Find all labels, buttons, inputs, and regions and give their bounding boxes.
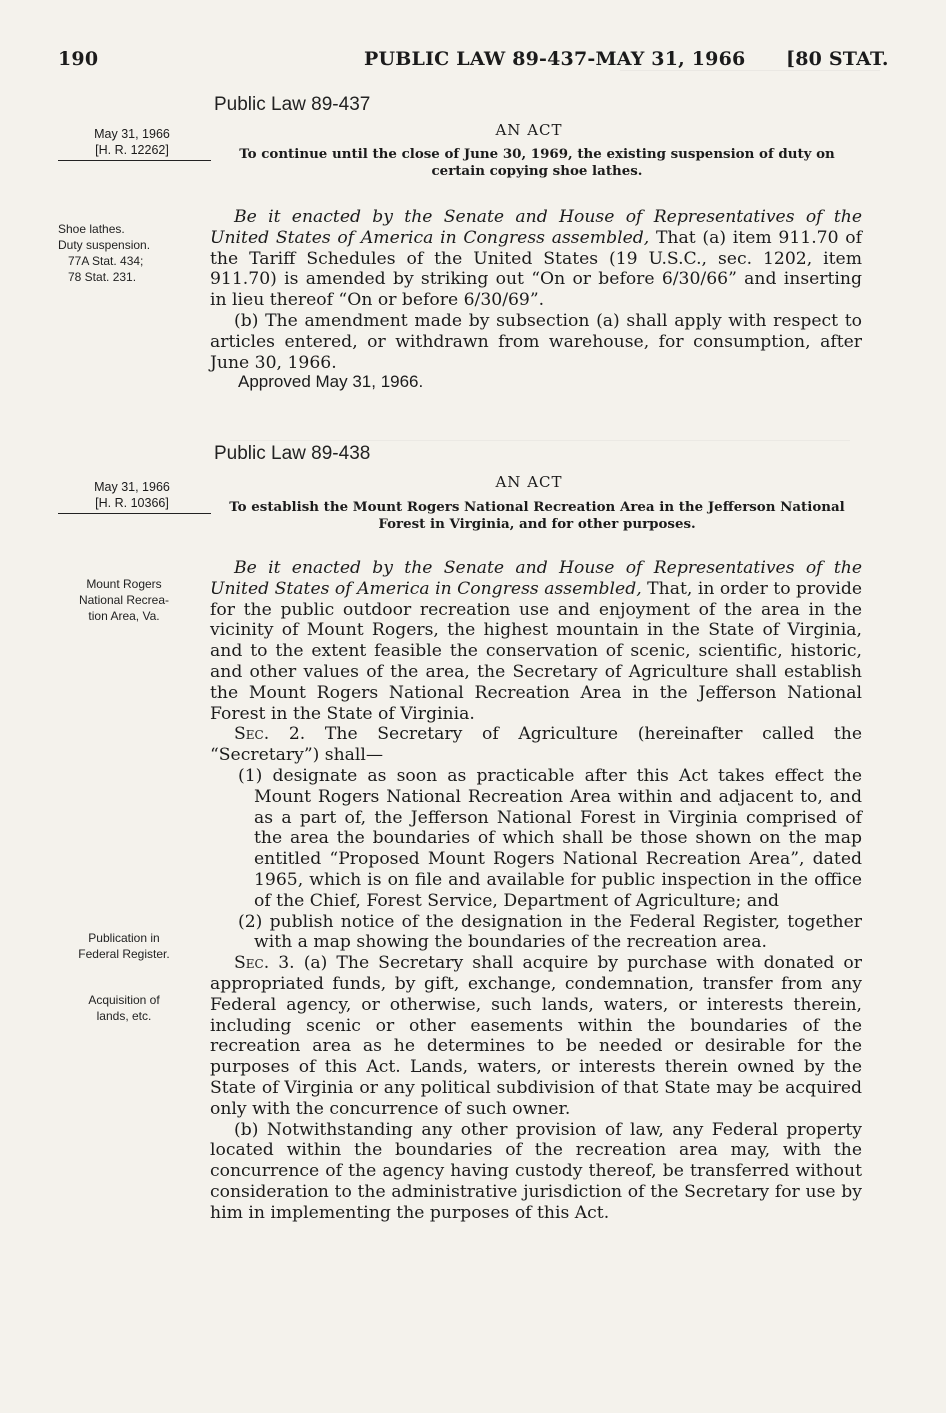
enacting-italic: Be it enacted by the Senate and House of Representatives of the United States of America in Congress assembled, (210, 207, 862, 248)
law-438-side-rule (58, 513, 211, 514)
margin-note-mount-rogers (58, 576, 190, 624)
law-437-purpose: To continue until the close of June 30, 1969, the existing suspension of duty on certain copying shoe lathes. (239, 146, 835, 179)
section-label: Sec. 3. (234, 953, 295, 974)
page-number: 190 (58, 48, 99, 70)
law-437-bill: [H. R. 12262] (95, 143, 169, 157)
statute-reference: [80 STAT. (786, 48, 889, 70)
law-438-purpose: To establish the Mount Rogers National Recreation Area in the Jefferson National Forest in Virginia, and for other purposes. (229, 499, 845, 532)
margin-note: 78 Stat. 231. (68, 270, 137, 284)
law-437-date: May 31, 1966 (94, 127, 170, 141)
margin-note-acquisition (58, 992, 190, 1024)
margin-note: Shoe lathes. (58, 222, 125, 236)
margin-note: 77A Stat. 434; (68, 254, 144, 268)
section-text: (a) The Secretary shall acquire by purchase with donated or appropriated funds, by gift, exchange, condemnation, transfer from any Federal agency, or otherwise, such lands, waters, or interests therein, including scenic or other easements within the boundaries of the recreation area as he determines to be needed or desirable for the purposes of this Act. Lands, waters, or interests therein owned by the State of Virginia or any political subdivision of that State may be acquired only with the concurrence of such owner. (210, 953, 862, 1119)
section-3a (210, 953, 862, 1119)
law-438-title: Public Law 89-438 (214, 443, 371, 464)
section-3b: (b) Notwithstanding any other provision of law, any Federal property located within the boundaries of the recreation area may, with the concurrence of the agency having custody thereof, be transferred without consideration to the administrative jurisdiction of the Secretary for use by him in implementing the purposes of this Act. (210, 1119, 862, 1223)
running-title: PUBLIC LAW 89-437-MAY 31, 1966 (364, 48, 746, 70)
margin-line: Mount Rogers (86, 577, 162, 591)
subsection-b: (b) The amendment made by subsection (a) shall apply with respect to articles entered, or withdrawn from warehouse, for consumption, after June 30, 1966. (210, 310, 862, 373)
section-label: Sec. 2. (234, 724, 306, 745)
margin-line: Federal Register. (78, 947, 170, 961)
section-2-item-1: (1) designate as soon as practicable after this Act takes effect the Mount Rogers National Recreation Area within and adjacent to, and as a part of, the Jefferson National Forest in Virginia comprised of the area the boundaries of which shall be those shown on the map entitled “Proposed Mount Rogers National Recreation Area”, dated 1965, which is on file and available for public inspection in the office of the Chief, Forest Service, Department of Agriculture; and (238, 765, 862, 911)
section-text: The Secretary of Agriculture (hereinafter called the “Secretary”) shall— (210, 724, 863, 766)
margin-line: lands, etc. (96, 1009, 152, 1023)
margin-note: Duty suspension. (58, 238, 151, 252)
enacting-clause (210, 207, 862, 311)
law-438-an-act: AN ACT (495, 473, 563, 491)
law-438-bill: [H. R. 10366] (95, 496, 169, 510)
law-437-approved: Approved May 31, 1966. (238, 372, 424, 391)
margin-line: tion Area, Va. (88, 609, 160, 623)
margin-line: Acquisition of (88, 993, 160, 1007)
section-2 (210, 724, 862, 766)
law-437-title: Public Law 89-437 (214, 94, 371, 115)
law-438-date: May 31, 1966 (94, 480, 170, 494)
enacting-italic: Be it enacted by the Senate and House of Representatives of the United States of America in Congress assembled, (210, 558, 862, 599)
law-438-body (210, 558, 862, 1224)
law-437-margin-notes (58, 221, 190, 285)
enacting-text: That (a) item 911.70 of the Tariff Schedules of the United States (19 U.S.C., sec. 1202, item 911.70) is amended by striking out “On or before 6/30/66” and inserting in lieu thereof “On or before 6/30/69”. (210, 227, 862, 311)
enacting-text: That, in order to provide for the public outdoor recreation use and enjoyment of the area in the vicinity of Mount Rogers, the highest mountain in the State of Virginia, and to the extent feasible the conservation of scenic, scientific, historic, and other values of the area, the Secretary of Agriculture shall establish the Mount Rogers National Recreation Area in the Jefferson National Forest in the State of Virginia. (210, 578, 862, 724)
margin-line: Publication in (88, 931, 160, 945)
margin-note-publication (58, 930, 190, 962)
enacting-clause (210, 558, 862, 724)
bleed-through-mark (620, 70, 880, 131)
law-437-side-rule (58, 160, 211, 161)
margin-line: National Recrea- (78, 593, 170, 607)
section-2-item-2: (2) publish notice of the designation in the Federal Register, together with a map showing the boundaries of the recreation area. (238, 911, 862, 953)
law-437-an-act: AN ACT (495, 121, 563, 139)
law-437-body (210, 207, 862, 373)
